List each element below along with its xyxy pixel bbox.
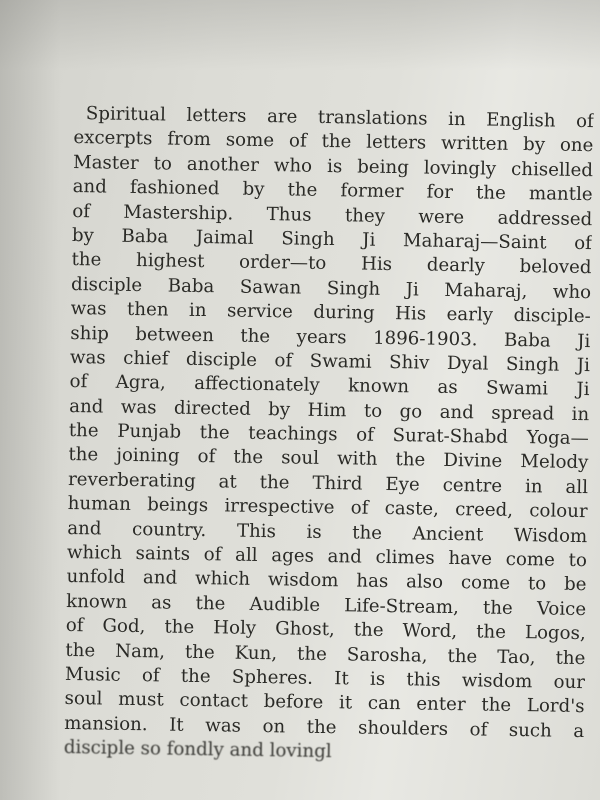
text-line: mansion. It was on the shoulders of such a [64,712,585,742]
text-line: which saints of all ages and climes have come to [66,541,588,572]
text-line: was then in service during His early disciple- [70,298,591,328]
text-line: of God, the Holy Ghost, the Word, the Logos, [65,615,586,645]
text-line: soul must contact before it can enter the Lord's [64,688,585,718]
text-line: and fashioned by the former for the mantle [72,176,593,206]
text-line: and was directed by Him to go and spread in [69,395,590,425]
text-line: the Nam, the Kun, the Sarosha, the Tao, the [65,639,586,669]
text-line: human beings irrespective of caste, creed, colour [67,493,588,523]
text-line: reverberating at the Third Eye centre in all [67,468,589,498]
text-line: the joining of the soul with the Divine Melody [68,444,589,474]
text-line: excerpts from some of the letters written by one [73,127,594,157]
text-line: Spiritual letters are translations in English of [85,103,594,133]
text-line: ship between the years 1896-1903. Baba Ji [70,322,591,352]
body-paragraph [64,102,594,769]
text-line: the highest order—to His dearly beloved [71,249,592,279]
text-line: disciple Baba Sawan Singh Ji Maharaj, who [70,273,592,303]
text-line: and country. This is the Ancient Wisdom [67,517,588,547]
text-line: Music of the Spheres. It is this wisdom our [64,663,586,694]
text-line: unfold and which wisdom has also come to be [66,566,587,596]
text-line: disciple so fondly and lovingl [63,737,332,763]
text-line: of Mastership. Thus they were addressed [72,200,593,230]
text-line: the Punjab the teachings of Surat-Shabd Yoga— [68,420,589,450]
left-shadow [0,0,60,800]
text-line: of Agra, affectionately known as Swami Ji [69,371,590,401]
text-line: known as the Audible Life-Stream, the Voice [65,590,587,620]
text-line: by Baba Jaimal Singh Ji Maharaj—Saint of [71,224,593,255]
text-line: Master to another who is being lovingly chiselled [72,151,594,181]
top-shadow [0,0,600,70]
text-line: was chief disciple of Swami Shiv Dyal Singh Ji [69,346,591,377]
